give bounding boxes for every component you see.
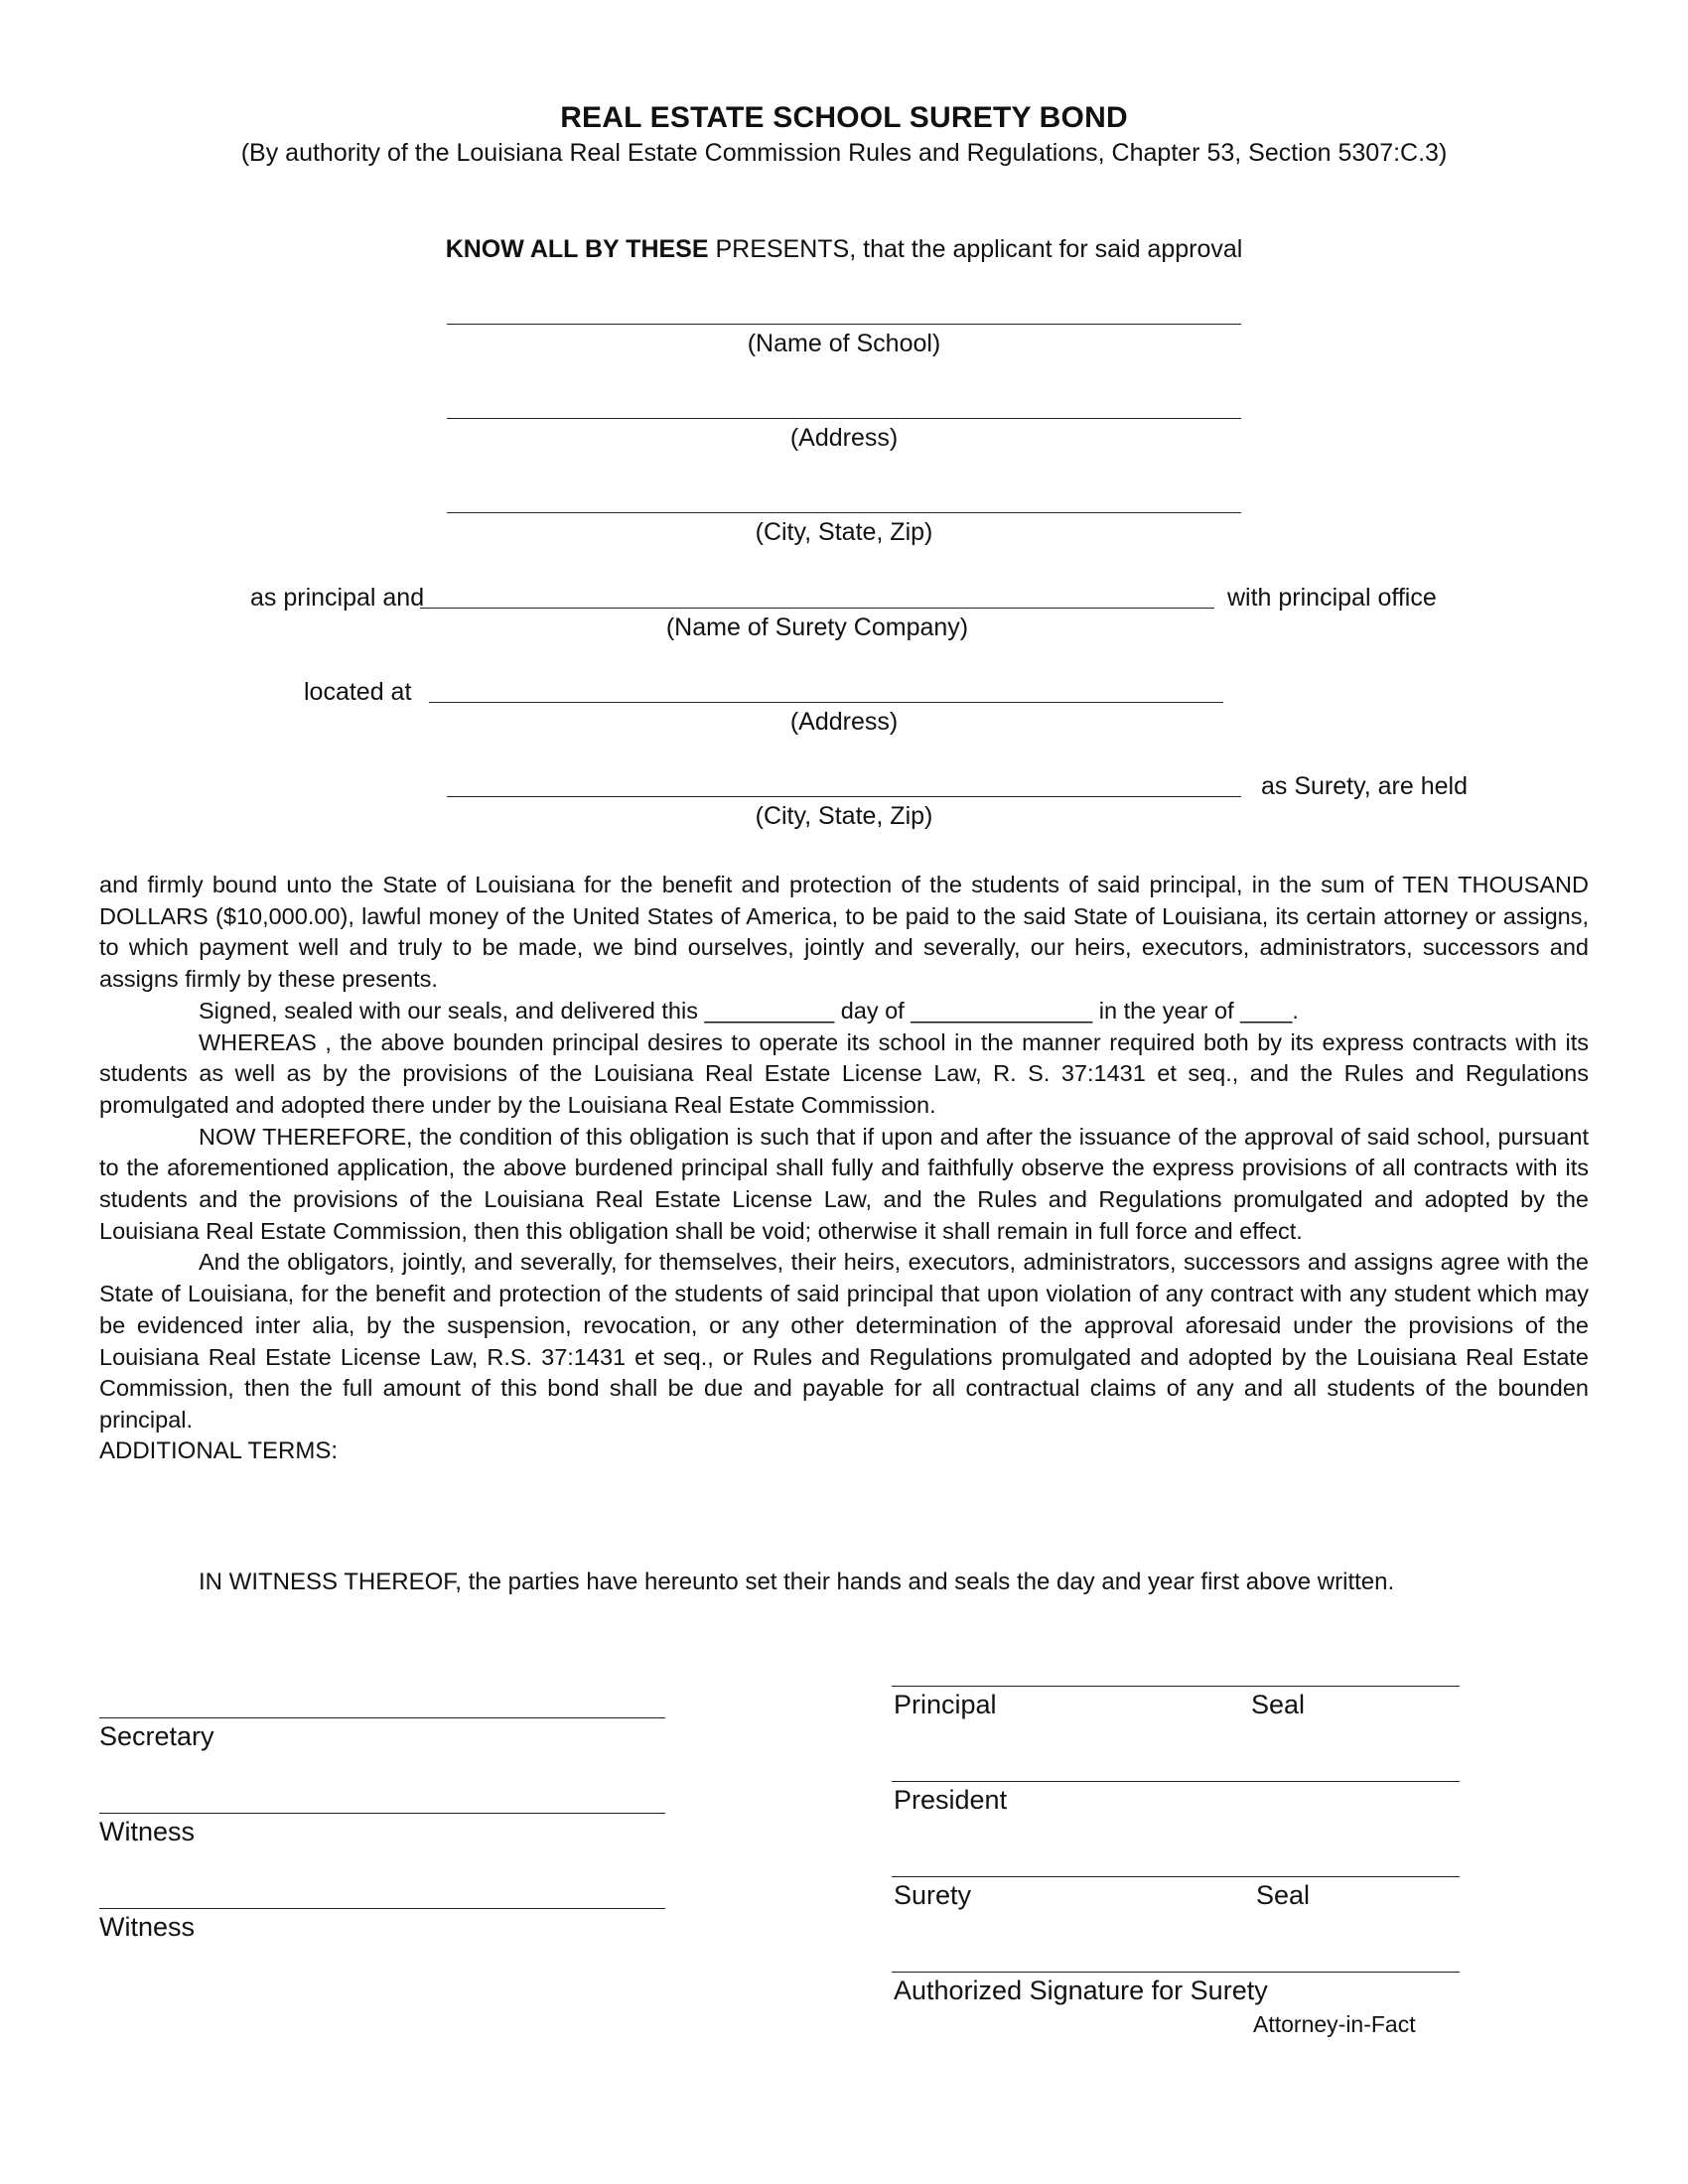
secretary-signature-line[interactable] [99, 1717, 665, 1718]
school-city-line[interactable] [447, 512, 1241, 513]
school-address-line[interactable] [447, 418, 1241, 419]
as-principal-label: as principal and [250, 584, 425, 612]
bond-paragraph-3: WHEREAS , the above bounden principal desires to operate its school in the manner required both by its express contracts with its students as well as by the provisions of the Louisiana Real Estate License Law, R. S. 37:1431 et seq., and the Rules and Regulations promulgated and adopted there under by the Louisiana Real Estate Commission. [99, 1028, 1589, 1118]
document-title: REAL ESTATE SCHOOL SURETY BOND [560, 101, 1128, 134]
surety-name-caption: (Name of Surety Company) [665, 614, 969, 641]
witness-2-signature-line[interactable] [99, 1908, 665, 1909]
bond-paragraph-1: and firmly bound unto the State of Louisiana for the benefit and protection of the students of said principal, in the sum of TEN THOUSAND DOLLARS ($10,000.00), lawful money of the United States of America, to be paid to the said State of Louisiana, its certain attorney or assigns, to which payment well and truly to be made, we bind ourselves, jointly and severally, our heirs, executors, administrators, successors and assigns firmly by these presents. [99, 872, 1589, 993]
principal-label: Principal [894, 1690, 997, 1719]
witness-2-label: Witness [99, 1912, 196, 1942]
secretary-label: Secretary [99, 1721, 214, 1751]
surety-label: Surety [894, 1880, 972, 1910]
school-name-line[interactable] [447, 324, 1241, 325]
president-label: President [894, 1785, 1008, 1815]
surety-signature-line[interactable] [892, 1876, 1460, 1877]
document-subtitle: (By authority of the Louisiana Real Estate Commission Rules and Regulations, Chapter 53, Section 5307:C.3) [240, 139, 1448, 167]
bond-paragraph-2: Signed, sealed with our seals, and delivered this __________ day of ______________ in the year of ____. [199, 997, 1299, 1024]
surety-city-caption: (City, State, Zip) [755, 802, 933, 830]
surety-address-line[interactable] [429, 702, 1223, 703]
witness-1-signature-line[interactable] [99, 1813, 665, 1814]
surety-address-caption: (Address) [789, 708, 899, 736]
school-city-caption: (City, State, Zip) [755, 518, 933, 546]
bond-body [99, 870, 1589, 1436]
bond-paragraph-4: NOW THEREFORE, the condition of this obligation is such that if upon and after the issuance of the approval of said school, pursuant to the aforementioned application, the above burdened principal shall fully and faithfully observe the express provisions of all contracts with its students and the provisions of the Louisiana Real Estate License Law, and the Rules and Regulations promulgated and adopted by the Louisiana Real Estate Commission, then this obligation shall be void; otherwise it shall remain in full force and effect. [99, 1123, 1589, 1244]
witness-clause: IN WITNESS THEREOF, the parties have hereunto set their hands and seals the day and year first above written. [199, 1569, 1395, 1595]
attorney-in-fact-label: Attorney-in-Fact [1253, 2011, 1416, 2037]
intro-rest: PRESENTS, that the applicant for said approval [708, 235, 1243, 263]
school-name-caption: (Name of School) [747, 330, 941, 357]
intro-bold: KNOW ALL BY THESE [445, 235, 709, 263]
witness-1-label: Witness [99, 1817, 196, 1846]
surety-seal-label: Seal [1256, 1880, 1311, 1910]
additional-terms-heading: ADDITIONAL TERMS: [99, 1437, 339, 1464]
as-surety-label: as Surety, are held [1261, 772, 1468, 800]
with-principal-office-label: with principal office [1227, 584, 1437, 612]
surety-city-line[interactable] [447, 796, 1241, 797]
intro-line [0, 235, 1688, 264]
principal-signature-line[interactable] [892, 1686, 1460, 1687]
principal-seal-label: Seal [1251, 1690, 1306, 1719]
located-at-label: located at [304, 678, 412, 706]
bond-paragraph-5: And the obligators, jointly, and severally, for themselves, their heirs, executors, administrators, successors and assigns agree with the State of Louisiana, for the benefit and protection of the students of said principal that upon violation of any contract with any student which may be evidenced inter alia, by the suspension, revocation, or any other determination of the approval aforesaid under the provisions of the Louisiana Real Estate License Law, R.S. 37:1431 et seq., or Rules and Regulations promulgated and adopted by the Louisiana Real Estate Commission, then the full amount of this bond shall be due and payable for all contractual claims of any and all students of the bounden principal. [99, 1249, 1589, 1433]
school-address-caption: (Address) [789, 424, 899, 452]
authorized-signature-label: Authorized Signature for Surety [894, 1976, 1268, 2005]
surety-name-line[interactable] [420, 608, 1214, 609]
president-signature-line[interactable] [892, 1781, 1460, 1782]
authorized-signature-line[interactable] [892, 1972, 1460, 1973]
